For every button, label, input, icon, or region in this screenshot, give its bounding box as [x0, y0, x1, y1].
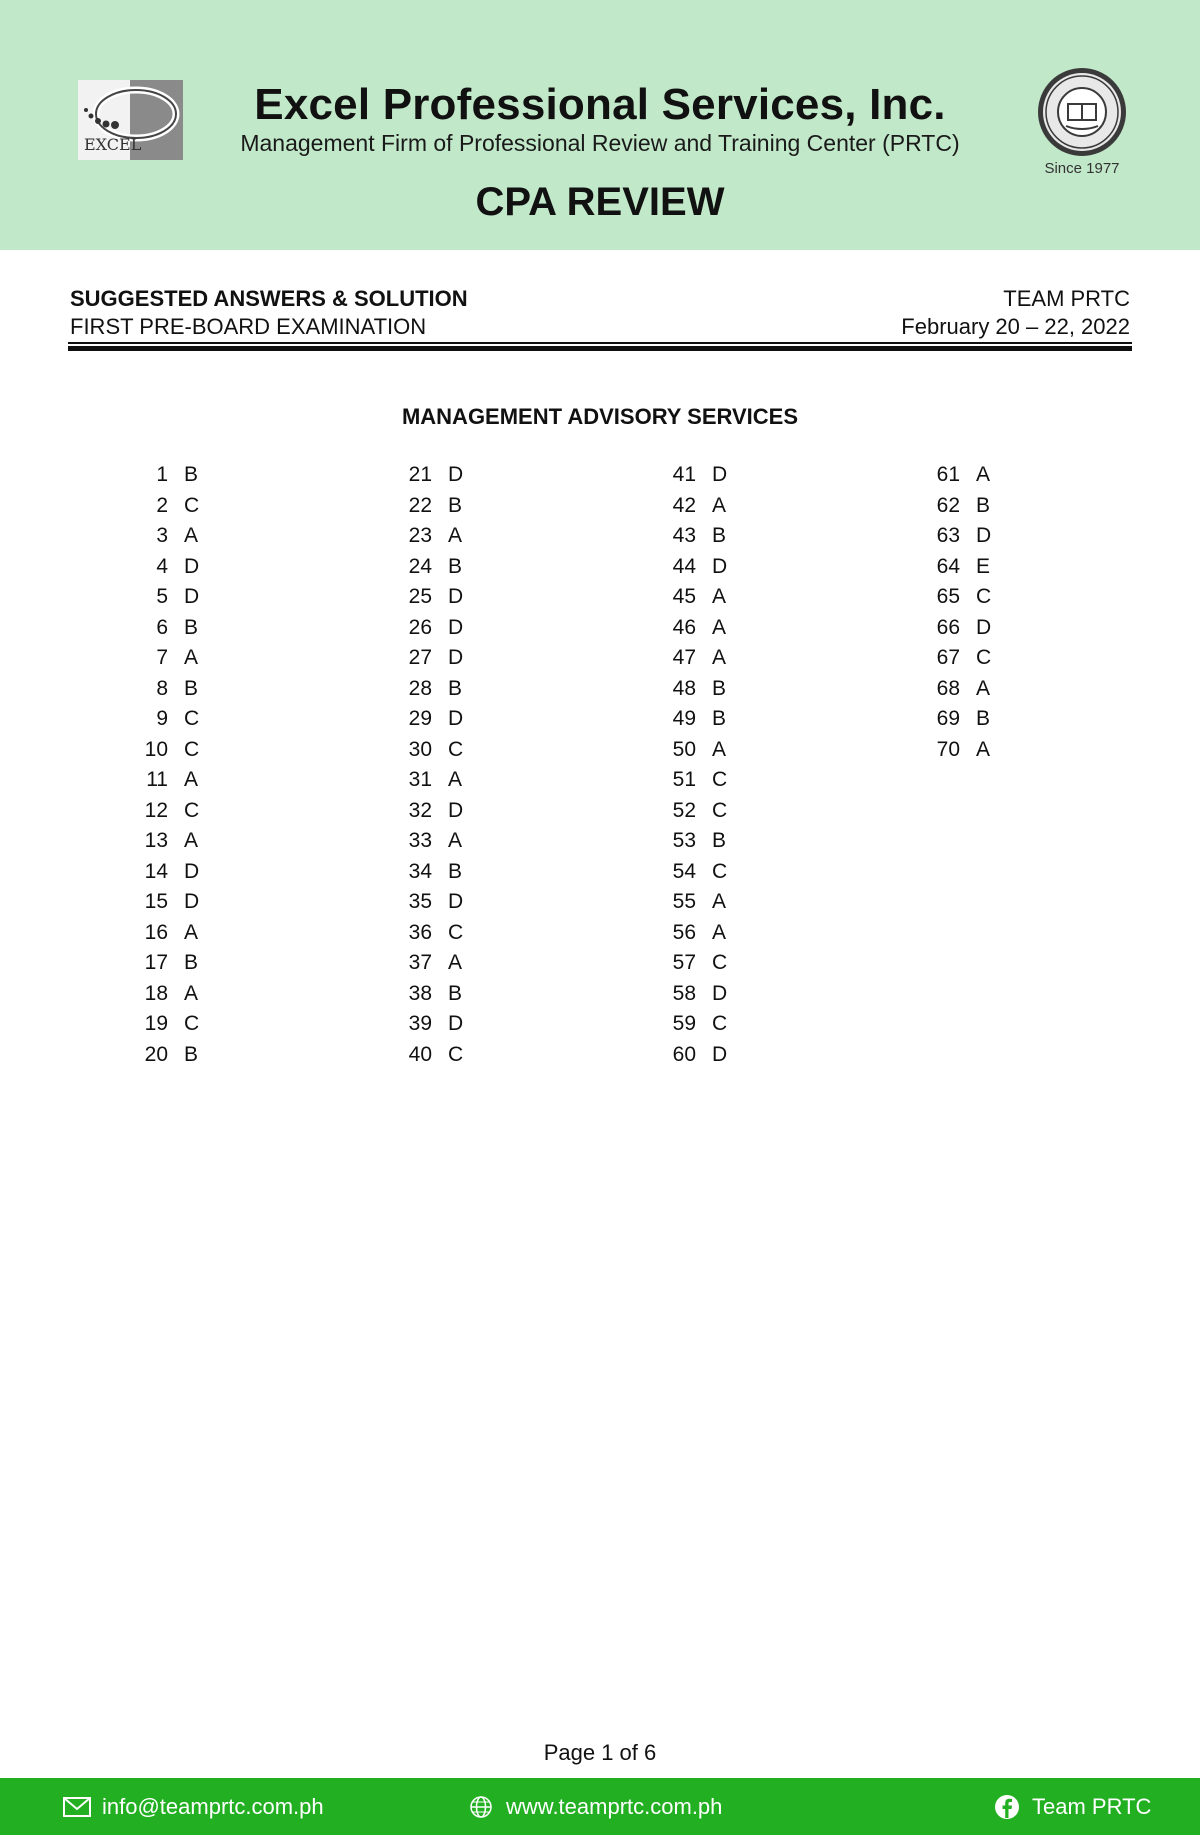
- footer-email[interactable]: [62, 1778, 324, 1835]
- answer-letter: A: [712, 920, 727, 944]
- answer-letter: B: [712, 676, 727, 700]
- question-number: 8: [156, 676, 168, 700]
- question-number: 50: [672, 737, 696, 761]
- question-number: 39: [408, 1012, 432, 1036]
- answer-letter: A: [448, 829, 463, 853]
- answer-row: [376, 887, 516, 918]
- question-number: 51: [672, 768, 696, 792]
- mail-icon: [62, 1794, 92, 1820]
- question-number: 10: [144, 737, 168, 761]
- question-number: 41: [672, 463, 696, 487]
- answer-letter: D: [448, 585, 464, 609]
- answer-row: [112, 826, 252, 857]
- question-number: 24: [408, 554, 432, 578]
- answer-letter: B: [976, 493, 991, 517]
- answer-letter: B: [448, 676, 463, 700]
- answer-letter: A: [184, 768, 199, 792]
- team-name: TEAM PRTC: [1003, 286, 1130, 311]
- answer-row: [640, 826, 780, 857]
- answer-letter: B: [712, 707, 727, 731]
- question-number: 61: [936, 463, 960, 487]
- answer-column-1: [112, 460, 252, 1070]
- company-name: Excel Professional Services, Inc.: [254, 80, 946, 129]
- question-number: 25: [408, 585, 432, 609]
- footer-website[interactable]: [466, 1778, 722, 1835]
- answer-letter: A: [712, 737, 727, 761]
- answer-letter: A: [712, 646, 727, 670]
- answer-row: [376, 1040, 516, 1071]
- answer-letter: C: [448, 1042, 464, 1066]
- answer-row: [904, 613, 1044, 644]
- question-number: 21: [408, 463, 432, 487]
- answer-row: [904, 460, 1044, 491]
- answer-letter: A: [712, 493, 727, 517]
- answer-row: [640, 765, 780, 796]
- answer-row: [640, 491, 780, 522]
- question-number: 15: [144, 890, 168, 914]
- answer-row: [640, 735, 780, 766]
- question-number: 36: [408, 920, 432, 944]
- answer-row: [640, 979, 780, 1010]
- answer-row: [640, 1040, 780, 1071]
- answer-letter: D: [448, 463, 464, 487]
- answer-letter: A: [184, 981, 199, 1005]
- prtc-seal-icon: [1036, 66, 1128, 158]
- answer-letter: C: [712, 951, 728, 975]
- answer-row: [376, 765, 516, 796]
- question-number: 31: [408, 768, 432, 792]
- question-number: 16: [144, 920, 168, 944]
- question-number: 23: [408, 524, 432, 548]
- question-number: 57: [672, 951, 696, 975]
- answer-row: [376, 521, 516, 552]
- answer-letter: B: [448, 493, 463, 517]
- question-number: 20: [144, 1042, 168, 1066]
- answer-row: [112, 1009, 252, 1040]
- answer-letter: D: [184, 554, 200, 578]
- answer-letter: A: [976, 676, 991, 700]
- answer-row: [640, 674, 780, 705]
- answer-letter: A: [448, 768, 463, 792]
- answer-row: [640, 582, 780, 613]
- answer-letter: D: [448, 615, 464, 639]
- question-number: 27: [408, 646, 432, 670]
- answer-letter: C: [976, 585, 992, 609]
- footer-email-text: info@teamprtc.com.ph: [102, 1793, 324, 1819]
- answer-letter: B: [448, 981, 463, 1005]
- question-number: 38: [408, 981, 432, 1005]
- answer-letter: C: [712, 859, 728, 883]
- question-number: 65: [936, 585, 960, 609]
- answer-letter: D: [184, 890, 200, 914]
- answer-letter: D: [712, 554, 728, 578]
- question-number: 69: [936, 707, 960, 731]
- question-number: 34: [408, 859, 432, 883]
- question-number: 42: [672, 493, 696, 517]
- answer-row: [112, 979, 252, 1010]
- answer-row: [112, 460, 252, 491]
- answer-row: [112, 1040, 252, 1071]
- question-number: 54: [672, 859, 696, 883]
- answer-letter: A: [448, 951, 463, 975]
- answer-row: [112, 521, 252, 552]
- globe-icon: [466, 1794, 496, 1820]
- question-number: 32: [408, 798, 432, 822]
- question-number: 40: [408, 1042, 432, 1066]
- answer-row: [640, 887, 780, 918]
- question-number: 30: [408, 737, 432, 761]
- question-number: 19: [144, 1012, 168, 1036]
- answer-row: [376, 918, 516, 949]
- answer-letter: B: [712, 524, 727, 548]
- answer-row: [376, 948, 516, 979]
- answer-letter: D: [712, 1042, 728, 1066]
- answer-letter: D: [976, 615, 992, 639]
- answer-letter: C: [184, 737, 200, 761]
- question-number: 7: [156, 646, 168, 670]
- answer-row: [376, 1009, 516, 1040]
- answer-row: [904, 521, 1044, 552]
- answer-letter: C: [184, 493, 200, 517]
- answer-letter: A: [448, 524, 463, 548]
- question-number: 37: [408, 951, 432, 975]
- answer-letter: C: [184, 798, 200, 822]
- question-number: 55: [672, 890, 696, 914]
- answer-row: [112, 765, 252, 796]
- answer-row: [376, 796, 516, 827]
- answer-row: [112, 796, 252, 827]
- question-number: 4: [156, 554, 168, 578]
- answer-row: [112, 674, 252, 705]
- question-number: 1: [156, 463, 168, 487]
- answer-letter: D: [448, 890, 464, 914]
- page-header: [0, 0, 1200, 250]
- answer-row: [904, 552, 1044, 583]
- answer-letter: A: [712, 585, 727, 609]
- answer-letter: D: [184, 859, 200, 883]
- answer-letter: B: [184, 676, 199, 700]
- answer-row: [112, 491, 252, 522]
- answer-row: [376, 582, 516, 613]
- answer-column-4: [904, 460, 1044, 765]
- answer-letter: D: [448, 646, 464, 670]
- answer-letter: A: [184, 524, 199, 548]
- answer-row: [376, 643, 516, 674]
- question-number: 18: [144, 981, 168, 1005]
- answer-letter: C: [712, 768, 728, 792]
- answer-row: [904, 735, 1044, 766]
- answer-row: [640, 918, 780, 949]
- answer-row: [112, 643, 252, 674]
- question-number: 70: [936, 737, 960, 761]
- answer-letter: C: [976, 646, 992, 670]
- answer-letter: D: [712, 463, 728, 487]
- question-number: 14: [144, 859, 168, 883]
- question-number: 9: [156, 707, 168, 731]
- answer-letter: A: [976, 463, 991, 487]
- answer-row: [640, 948, 780, 979]
- divider-thick: [68, 346, 1132, 351]
- answer-letter: E: [976, 554, 991, 578]
- company-tagline: Management Firm of Professional Review and Training Center (PRTC): [240, 130, 960, 156]
- divider-thin: [68, 342, 1132, 344]
- svg-text:EXCEL: EXCEL: [84, 135, 142, 154]
- answer-row: [376, 552, 516, 583]
- answer-row: [376, 460, 516, 491]
- answer-row: [112, 704, 252, 735]
- section-title: MANAGEMENT ADVISORY SERVICES: [401, 404, 799, 429]
- answer-letter: A: [712, 615, 727, 639]
- answer-row: [376, 613, 516, 644]
- answer-letter: B: [184, 1042, 199, 1066]
- question-number: 13: [144, 829, 168, 853]
- question-number: 62: [936, 493, 960, 517]
- answer-row: [640, 796, 780, 827]
- answer-letter: C: [184, 707, 200, 731]
- answer-column-2: [376, 460, 516, 1070]
- answer-row: [640, 1009, 780, 1040]
- question-number: 43: [672, 524, 696, 548]
- question-number: 66: [936, 615, 960, 639]
- answer-row: [112, 552, 252, 583]
- answer-letter: D: [976, 524, 992, 548]
- answer-row: [112, 948, 252, 979]
- answer-row: [376, 979, 516, 1010]
- question-number: 49: [672, 707, 696, 731]
- answer-row: [904, 582, 1044, 613]
- question-number: 28: [408, 676, 432, 700]
- question-number: 12: [144, 798, 168, 822]
- question-number: 22: [408, 493, 432, 517]
- page-number: Page 1 of 6: [543, 1740, 657, 1765]
- question-number: 2: [156, 493, 168, 517]
- answer-row: [376, 704, 516, 735]
- exam-dates: February 20 – 22, 2022: [901, 314, 1130, 339]
- answer-row: [640, 521, 780, 552]
- answer-letter: A: [184, 920, 199, 944]
- answer-row: [640, 643, 780, 674]
- answer-letter: B: [184, 463, 199, 487]
- answer-letter: A: [712, 890, 727, 914]
- answer-letter: C: [448, 737, 464, 761]
- since-year: Since 1977: [1044, 160, 1120, 177]
- question-number: 35: [408, 890, 432, 914]
- question-number: 48: [672, 676, 696, 700]
- facebook-icon: [992, 1794, 1022, 1820]
- footer-facebook-text: Team PRTC: [1032, 1793, 1152, 1819]
- answer-row: [640, 460, 780, 491]
- answer-column-3: [640, 460, 780, 1070]
- question-number: 29: [408, 707, 432, 731]
- question-number: 60: [672, 1042, 696, 1066]
- answer-letter: C: [712, 1012, 728, 1036]
- answer-letter: C: [184, 1012, 200, 1036]
- answer-letter: A: [976, 737, 991, 761]
- answer-row: [112, 918, 252, 949]
- answer-letter: C: [712, 798, 728, 822]
- footer-facebook[interactable]: [992, 1778, 1151, 1835]
- question-number: 11: [146, 768, 168, 792]
- answer-row: [376, 735, 516, 766]
- answer-letter: D: [184, 585, 200, 609]
- answer-letter: A: [184, 646, 199, 670]
- question-number: 58: [672, 981, 696, 1005]
- answer-letter: B: [184, 951, 199, 975]
- answer-letter: B: [976, 707, 991, 731]
- answer-row: [376, 491, 516, 522]
- answer-row: [640, 613, 780, 644]
- answer-row: [112, 613, 252, 644]
- answer-row: [904, 674, 1044, 705]
- question-number: 26: [408, 615, 432, 639]
- question-number: 3: [156, 524, 168, 548]
- footer-website-text: www.teamprtc.com.ph: [506, 1793, 723, 1819]
- question-number: 64: [936, 554, 960, 578]
- question-number: 45: [672, 585, 696, 609]
- question-number: 52: [672, 798, 696, 822]
- answer-row: [640, 857, 780, 888]
- answer-row: [112, 735, 252, 766]
- program-title: CPA REVIEW: [475, 180, 725, 224]
- question-number: 46: [672, 615, 696, 639]
- answer-row: [112, 582, 252, 613]
- question-number: 63: [936, 524, 960, 548]
- answer-letter: B: [184, 615, 199, 639]
- answer-row: [640, 704, 780, 735]
- answer-letter: B: [712, 829, 727, 853]
- question-number: 68: [936, 676, 960, 700]
- answer-row: [112, 857, 252, 888]
- question-number: 17: [144, 951, 168, 975]
- question-number: 59: [672, 1012, 696, 1036]
- question-number: 33: [408, 829, 432, 853]
- answer-row: [640, 552, 780, 583]
- answer-row: [376, 674, 516, 705]
- question-number: 56: [672, 920, 696, 944]
- answer-letter: B: [448, 859, 463, 883]
- exam-name: FIRST PRE-BOARD EXAMINATION: [70, 314, 427, 339]
- question-number: 5: [156, 585, 168, 609]
- question-number: 67: [936, 646, 960, 670]
- answer-row: [904, 491, 1044, 522]
- document-title: SUGGESTED ANSWERS & SOLUTION: [70, 286, 468, 311]
- question-number: 6: [156, 615, 168, 639]
- answer-letter: D: [448, 798, 464, 822]
- answer-row: [904, 643, 1044, 674]
- answer-letter: C: [448, 920, 464, 944]
- answer-row: [376, 857, 516, 888]
- answer-row: [376, 826, 516, 857]
- question-number: 53: [672, 829, 696, 853]
- answer-letter: D: [448, 1012, 464, 1036]
- question-number: 44: [672, 554, 696, 578]
- answer-letter: D: [712, 981, 728, 1005]
- answer-letter: D: [448, 707, 464, 731]
- page-footer: [0, 1778, 1200, 1835]
- answer-letter: B: [448, 554, 463, 578]
- answer-letter: A: [184, 829, 199, 853]
- answer-row: [112, 887, 252, 918]
- answer-row: [904, 704, 1044, 735]
- question-number: 47: [672, 646, 696, 670]
